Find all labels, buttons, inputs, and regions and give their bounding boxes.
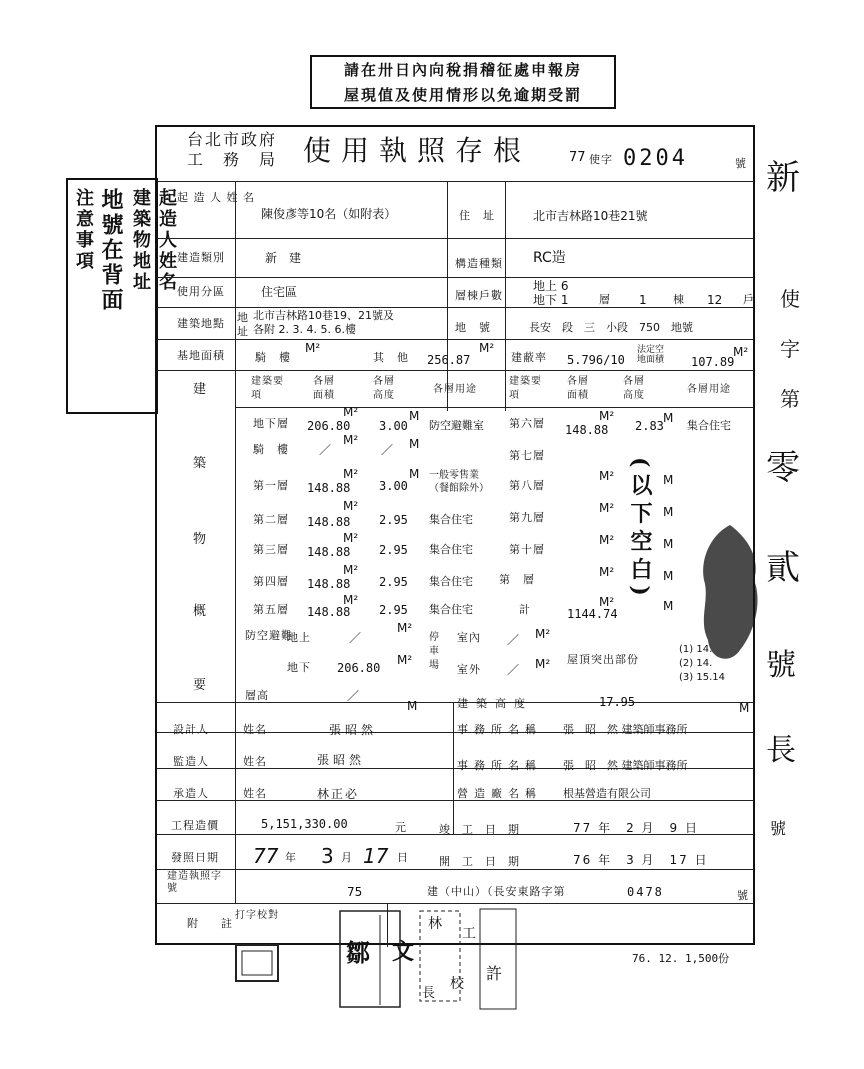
unit-mark: M² xyxy=(535,627,551,641)
right-header-item: 建築要項 xyxy=(509,376,542,401)
others-unit: M² xyxy=(479,341,495,355)
unit-mark: M xyxy=(663,537,674,551)
unit-mark: M² xyxy=(599,595,615,609)
cost-value: 5,151,330.00 xyxy=(261,817,348,831)
table-row-height: 3.00 xyxy=(379,419,408,433)
address-label: 住 址 xyxy=(459,209,495,222)
table-row-name: 第九層 xyxy=(509,511,545,524)
roof-label: 屋頂突出部份 xyxy=(567,653,639,666)
table-row-name: 第三層 xyxy=(253,543,289,556)
edge-char-2: 使 xyxy=(780,287,802,311)
seal-char: 許 xyxy=(486,964,505,983)
site-line-2: 各附 2. 3. 4. 5. 6.樓 xyxy=(253,323,356,336)
unit-mark: M xyxy=(663,599,674,613)
page-title: 使用執照存根 xyxy=(303,134,532,167)
table-row-height: 2.95 xyxy=(379,543,408,557)
table-row-height: 2.95 xyxy=(379,603,408,617)
unit-mark: M² xyxy=(343,433,359,447)
others-value: 256.87 xyxy=(427,353,471,367)
legal-value: 107.89 xyxy=(691,355,735,369)
side-attention-box xyxy=(66,178,177,414)
unit-mark: M xyxy=(409,437,420,451)
applicant-value: 陳俊彥等10名（如附表） xyxy=(261,207,397,221)
edge-char-1: 新 xyxy=(766,158,802,198)
left-header-item: 建築要項 xyxy=(251,376,284,401)
cost-label: 工程造價 xyxy=(171,819,219,832)
floors-label: 層棟戶數 xyxy=(455,289,503,302)
rule xyxy=(157,181,753,182)
table-row-area: 148.88 xyxy=(307,545,351,559)
table-row-name: 騎 樓 xyxy=(253,443,289,456)
unit-mark: M² xyxy=(599,501,615,515)
tax-notice-box xyxy=(310,55,616,109)
build-type-value: 新 建 xyxy=(265,251,302,265)
unit-mark: M² xyxy=(343,531,359,545)
permit-suffix: 號 xyxy=(735,157,747,170)
parking-indoor-label: 室內 xyxy=(457,631,481,644)
permit-number-value: 0478 xyxy=(627,885,664,899)
base-area-label: 基地面積 xyxy=(177,349,225,362)
section-char-5: 要 xyxy=(193,678,208,693)
rule xyxy=(157,307,753,308)
roof-value-3: (3) 15.14 xyxy=(679,672,725,683)
completion-date: 77 年 2 月 9 日 xyxy=(573,821,699,835)
issue-day: 17 xyxy=(363,844,389,868)
floor-height-value: ／ xyxy=(347,689,360,703)
supervisor-office: 張 昭 然 建築師事務所 xyxy=(563,759,688,772)
contractor-label: 承造人 xyxy=(173,787,209,800)
unit-mark: M² xyxy=(599,565,615,579)
building-unit: 棟 xyxy=(673,293,685,306)
unit-mark: M xyxy=(409,467,420,481)
contractor-firm: 根基營造有限公司 xyxy=(563,787,651,800)
rule xyxy=(447,181,448,411)
rule xyxy=(505,181,506,411)
edge-char-7: 號 xyxy=(766,648,798,683)
remarks-label: 附 註 xyxy=(187,917,238,930)
unit-mark: M² xyxy=(343,467,359,481)
contractor-name: 林正必 xyxy=(317,787,360,801)
table-row-area: 206.80 xyxy=(307,419,351,433)
arcade-unit: M² xyxy=(305,341,321,355)
unit-mark: M² xyxy=(599,533,615,547)
shelter-above-value: ／ xyxy=(349,631,362,645)
supervisor-label: 監造人 xyxy=(173,755,209,768)
parking-outdoor-label: 室外 xyxy=(457,663,481,676)
address-value: 北市吉林路10巷21號 xyxy=(533,209,648,223)
table-row-area: 148.88 xyxy=(307,605,351,619)
permit-text: 建（中山）（長安東路字第 xyxy=(427,885,566,898)
permit-year: 77 xyxy=(569,150,586,165)
roof-value-2: (2) 14. xyxy=(679,658,713,669)
left-header-area: 各層面積 xyxy=(313,376,335,401)
table-row-use: 集合住宅 xyxy=(429,575,473,588)
unit-mark: M² xyxy=(343,593,359,607)
lot-value: 長安 段 三 小段 750 地號 xyxy=(529,321,693,334)
unit-mark: M xyxy=(739,701,750,715)
table-row-height: ／ xyxy=(381,443,394,457)
rule xyxy=(157,238,753,239)
total-area: 1144.74 xyxy=(567,607,618,621)
table-row-height: 3.00 xyxy=(379,479,408,493)
unit-mark: M² xyxy=(599,469,615,483)
table-row-name: 地下層 xyxy=(253,417,289,430)
floors-above: 地上 6 xyxy=(533,279,569,293)
seal-char: 校 xyxy=(450,976,466,992)
side-col-3: 地號在背面 xyxy=(98,188,124,313)
permit-label: 建造執照字號 xyxy=(167,871,222,894)
site-label: 建築地點 xyxy=(177,317,225,330)
table-row-name: 計 xyxy=(519,603,531,616)
blank-note: (以下空白) xyxy=(627,457,653,602)
print-run: 76. 12. 1,500份 xyxy=(632,952,730,965)
issue-year: 77 xyxy=(253,844,279,868)
unit-mark: M² xyxy=(599,409,615,423)
left-header-use: 各層用途 xyxy=(433,384,477,395)
site-prefix-2: 址 xyxy=(237,325,249,338)
name-label: 姓名 xyxy=(243,755,267,768)
designer-label: 設計人 xyxy=(173,723,209,736)
typing-check-label: 打字校對 xyxy=(235,910,279,921)
unit-mark: M xyxy=(663,569,674,583)
arcade-label: 騎 樓 xyxy=(255,351,291,364)
table-row-name: 第十層 xyxy=(509,543,545,556)
structure-value: RC造 xyxy=(533,250,566,266)
unit-mark: M² xyxy=(397,653,413,667)
rule xyxy=(453,702,454,835)
section-char-2: 築 xyxy=(193,456,208,471)
unit-mark: M² xyxy=(397,621,413,635)
coverage-label: 建蔽率 xyxy=(511,351,547,364)
right-header-area: 各層面積 xyxy=(567,376,589,401)
edge-char-8: 長 xyxy=(766,733,798,768)
shelter-above-label: 地上 xyxy=(287,631,311,644)
rule xyxy=(157,869,753,870)
right-header-height: 各層高度 xyxy=(623,376,645,401)
issue-year-unit: 年 xyxy=(285,851,297,864)
table-row-use: 集合住宅 xyxy=(429,513,473,526)
unit-mark: M² xyxy=(535,657,551,671)
table-row-use: 一般零售業（餐館除外） xyxy=(429,470,489,494)
side-col-2: 建築物地址 xyxy=(130,188,151,293)
build-type-label: 建造類別 xyxy=(177,251,225,264)
unit-mark: M xyxy=(663,505,674,519)
permit-word: 使字 xyxy=(589,153,613,166)
edge-char-4: 第 xyxy=(780,387,802,411)
issue-month: 3 xyxy=(321,844,334,868)
table-row-name: 第二層 xyxy=(253,513,289,526)
left-header-height: 各層高度 xyxy=(373,376,395,401)
seal-char: 林 xyxy=(428,916,444,932)
zone-value: 住宅區 xyxy=(261,285,298,299)
issue-month-unit: 月 xyxy=(341,851,353,864)
table-row-name: 第四層 xyxy=(253,575,289,588)
table-row-use: 防空避難室 xyxy=(429,419,484,432)
permit-number-suffix: 號 xyxy=(737,889,749,902)
lot-label: 地 號 xyxy=(455,321,491,334)
applicant-label: 起 造 人 姓 名 xyxy=(177,191,255,204)
right-header-use: 各層用途 xyxy=(687,384,731,395)
parking-label: 停車場 xyxy=(429,632,440,671)
building-height-value: 17.95 xyxy=(599,695,636,709)
edge-char-9: 號 xyxy=(770,819,789,838)
table-row-height: 2.95 xyxy=(379,575,408,589)
unit-mark: M xyxy=(663,473,674,487)
building-height-label: 建築高度 xyxy=(457,697,533,710)
table-row-name: 第七層 xyxy=(509,449,545,462)
zone-label: 使用分區 xyxy=(177,285,225,298)
structure-label: 構造種類 xyxy=(455,257,503,270)
table-row-area: ／ xyxy=(319,443,332,457)
shelter-below-label: 地下 xyxy=(287,661,311,674)
permit-number: 0204 xyxy=(623,146,688,171)
table-row-area: 148.88 xyxy=(307,577,351,591)
name-label: 姓名 xyxy=(243,723,267,736)
side-col-1: 起造人姓名 xyxy=(156,188,177,293)
cost-unit: 元 xyxy=(395,821,407,834)
rule xyxy=(157,370,753,371)
site-line-1: 北市吉林路10巷19、21號及 xyxy=(253,309,394,322)
table-row-height: 2.95 xyxy=(379,513,408,527)
section-char-1: 建 xyxy=(193,382,208,397)
table-row-use: 集合住宅 xyxy=(687,419,731,432)
seal-char: 長 xyxy=(422,986,438,1001)
edge-char-5: 零 xyxy=(766,448,802,488)
floor-unit: 層 xyxy=(599,293,611,306)
section-char-3: 物 xyxy=(193,532,208,547)
notice-line-2: 屋現值及使用情形以免逾期受罰 xyxy=(343,86,582,104)
unit-mark: M xyxy=(409,409,420,423)
seal-char: 文 xyxy=(392,939,417,965)
legal-label: 法定空地面積 xyxy=(637,345,665,365)
floors-below: 地下 1 xyxy=(533,293,569,307)
start-label: 開工日期 xyxy=(439,855,531,868)
table-row-name: 第五層 xyxy=(253,603,289,616)
firm-label: 營造廠名稱 xyxy=(457,787,542,800)
edge-char-6: 貳 xyxy=(766,548,802,588)
seal-stamps xyxy=(230,905,520,1015)
table-row-name: 第八層 xyxy=(509,479,545,492)
unit-mark: M² xyxy=(343,499,359,513)
table-row-name: 第一層 xyxy=(253,479,289,492)
table-row-area: 148.88 xyxy=(565,423,609,437)
floor-height-label: 層高 xyxy=(245,689,269,702)
designer-name: 張昭然 xyxy=(329,723,378,737)
notice-line-1: 請在卅日內向稅捐稽征處申報房 xyxy=(343,61,582,79)
supervisor-name: 張昭然 xyxy=(317,753,366,767)
completion-label: 竣工日期 xyxy=(439,823,531,836)
roof-value-1: (1) 14. xyxy=(679,644,713,655)
table-row-use: 集合住宅 xyxy=(429,543,473,556)
coverage-value: 5.796/10 xyxy=(567,353,625,367)
office-label: 事務所名稱 xyxy=(457,723,542,736)
site-prefix-1: 地 xyxy=(237,311,249,324)
rule xyxy=(157,903,753,904)
office-label: 事務所名稱 xyxy=(457,759,542,772)
shelter-label-1: 防空避難 xyxy=(245,629,293,642)
table-row-area: 148.88 xyxy=(307,515,351,529)
seal-char: 工 xyxy=(462,926,478,942)
buildings-value: 1 xyxy=(639,293,647,307)
unit-mark: M² xyxy=(343,563,359,577)
rule xyxy=(157,277,753,278)
issue-label: 發照日期 xyxy=(171,851,219,864)
permit-year-value: 75 xyxy=(347,885,363,899)
parking-outdoor-value: ／ xyxy=(507,663,520,677)
issue-day-unit: 日 xyxy=(397,851,409,864)
side-col-4: 注意事項 xyxy=(73,188,94,272)
legal-unit: M² xyxy=(733,345,749,359)
table-row-use: 集合住宅 xyxy=(429,603,473,616)
parking-indoor-value: ／ xyxy=(507,633,520,647)
table-row-height: 2.83 xyxy=(635,419,664,433)
shelter-below-value: 206.80 xyxy=(337,661,381,675)
section-char-4: 概 xyxy=(193,604,208,619)
start-date: 76 年 3 月 17 日 xyxy=(573,853,709,867)
designer-office: 張 昭 然 建築師事務所 xyxy=(563,723,688,736)
edge-char-3: 字 xyxy=(780,337,802,361)
permit-form xyxy=(155,125,755,945)
rule xyxy=(157,339,753,340)
seal-char: 鄒 xyxy=(346,938,372,967)
unit-mark: M² xyxy=(343,405,359,419)
households-value: 12 xyxy=(707,293,723,307)
unit-mark: M xyxy=(407,699,418,713)
org-line-2: 工 務 局 xyxy=(187,150,278,169)
name-label: 姓名 xyxy=(243,787,267,800)
others-label: 其 他 xyxy=(373,351,409,364)
table-row-area: 148.88 xyxy=(307,481,351,495)
table-row-name: 第 層 xyxy=(499,573,535,586)
rule xyxy=(235,181,236,903)
household-unit: 戶 xyxy=(743,293,755,306)
unit-mark: M xyxy=(663,411,674,425)
rule xyxy=(235,407,753,408)
org-line-1: 台北市政府 xyxy=(187,130,278,149)
table-row-name: 第六層 xyxy=(509,417,545,430)
